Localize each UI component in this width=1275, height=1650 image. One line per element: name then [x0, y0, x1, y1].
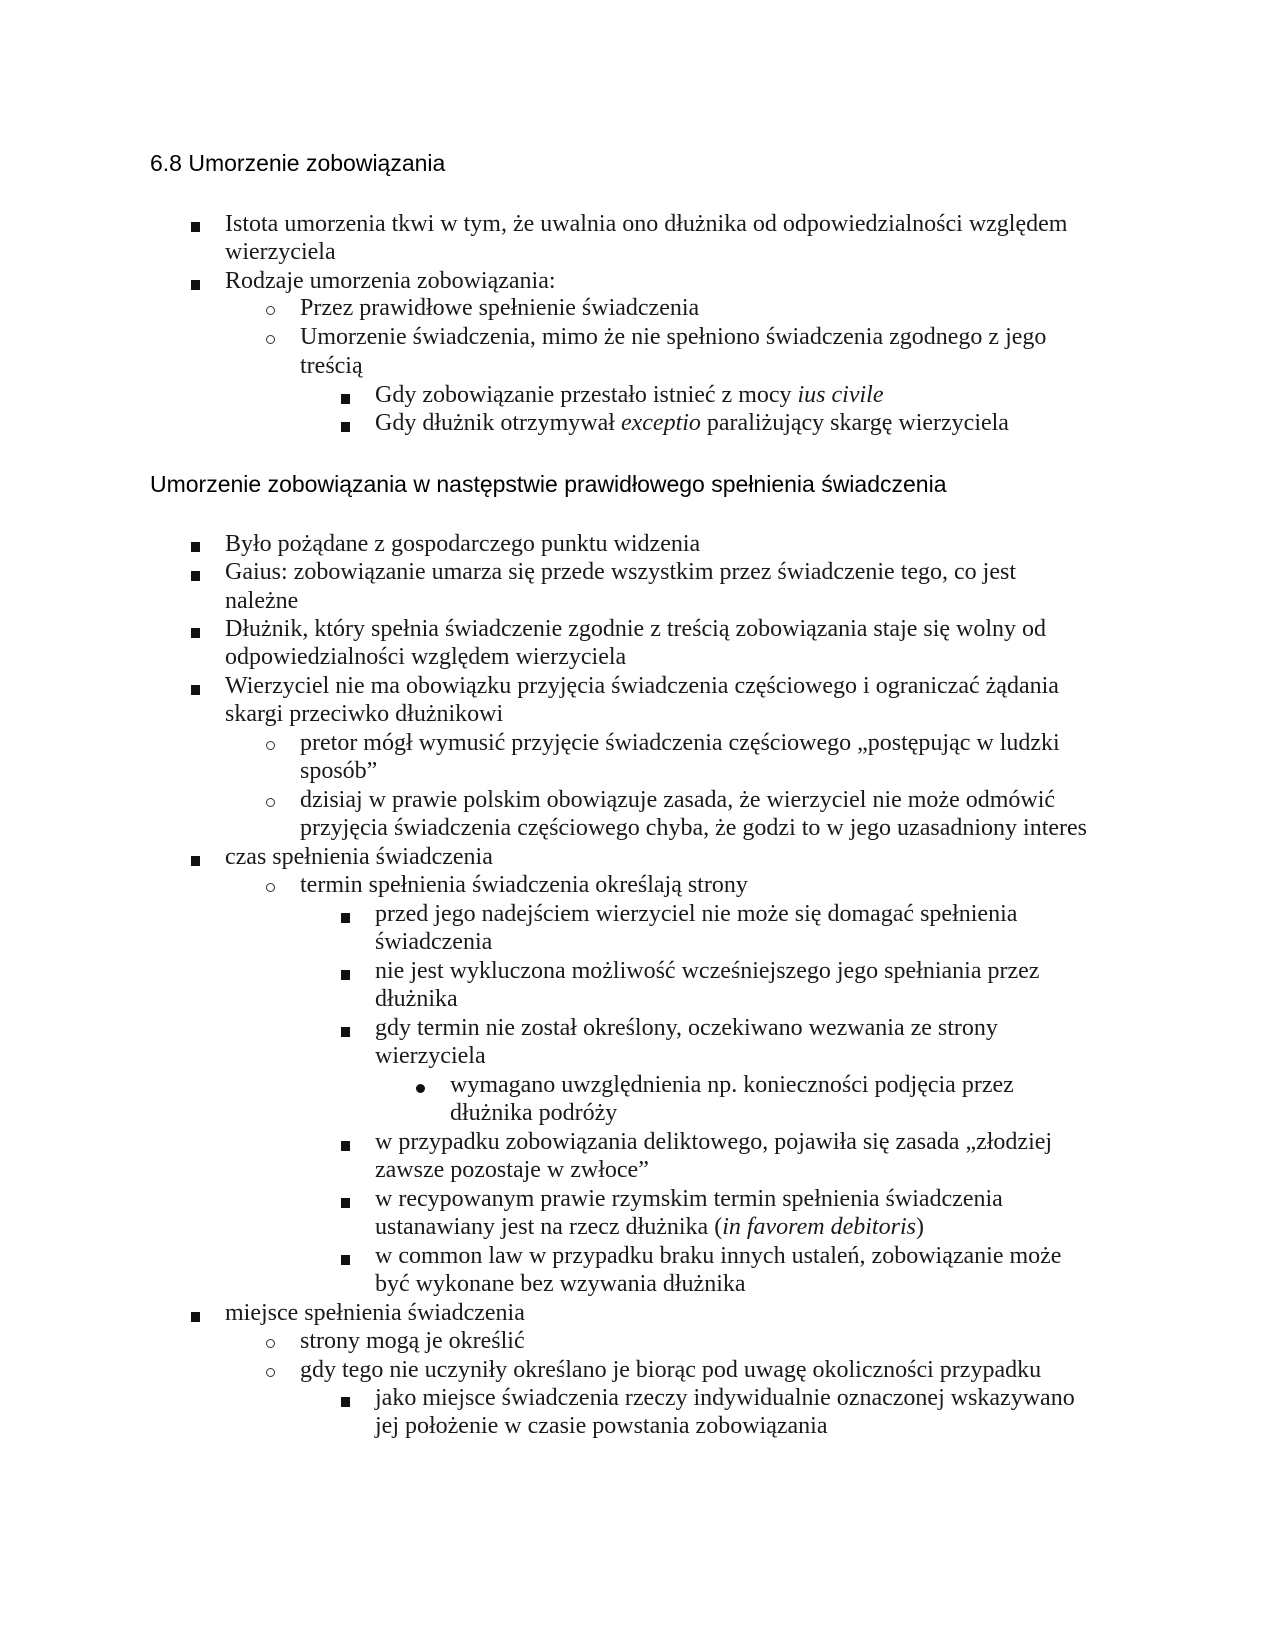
list-item-text: w przypadku zobowiązania deliktowego, pojawiła się zasada „złodziej	[375, 1129, 1053, 1155]
list-item-text: Dłużnik, który spełnia świadczenie zgodnie z treścią zobowiązania staje się wolny od	[225, 616, 1047, 642]
square-bullet-icon	[191, 1312, 200, 1322]
italic-term: exceptio	[620, 410, 701, 436]
list-item-text: być wykonane bez wzywania dłużnika	[375, 1271, 746, 1297]
list-item-text: gdy termin nie został określony, oczekiwano wezwania ze strony	[375, 1015, 998, 1041]
circle-bullet-icon	[266, 798, 275, 807]
list-item-text: należne	[225, 588, 299, 614]
square-bullet-icon	[191, 280, 200, 290]
square-bullet-icon	[191, 222, 200, 232]
list-item-text	[375, 409, 1009, 437]
list-item-text: jako miejsce świadczenia rzeczy indywidualnie oznaczonej wskazywano	[375, 1385, 1075, 1411]
square-bullet-icon	[341, 970, 350, 980]
list-item-text: pretor mógł wymusić przyjęcie świadczenia częściowego „postępując w ludzki	[300, 730, 1060, 756]
list-item-text: Istota umorzenia tkwi w tym, że uwalnia ono dłużnika od odpowiedzialności względem	[225, 211, 1068, 237]
square-bullet-icon	[341, 1255, 350, 1265]
list-item-text: strony mogą je określić	[300, 1328, 525, 1354]
dot-bullet-icon	[416, 1084, 425, 1093]
list-item-text: przyjęcia świadczenia częściowego chyba, że godzi to w jego uzasadniony interes	[300, 815, 1087, 841]
text: )	[915, 1214, 924, 1240]
square-bullet-icon	[341, 394, 350, 404]
list-item-text: dłużnika	[375, 986, 458, 1012]
circle-bullet-icon	[266, 883, 275, 892]
square-bullet-icon	[341, 1198, 350, 1208]
list-item-text: przed jego nadejściem wierzyciel nie może się domagać spełnienia	[375, 901, 1018, 927]
square-bullet-icon	[191, 685, 200, 695]
list-item-text: Przez prawidłowe spełnienie świadczenia	[300, 295, 700, 321]
section-heading-umorzenie: Umorzenie zobowiązania w następstwie prawidłowego spełnienia świadczenia	[150, 471, 947, 497]
list-item-text	[375, 1213, 924, 1241]
circle-bullet-icon	[266, 335, 275, 344]
square-bullet-icon	[191, 856, 200, 866]
list-item-text: dłużnika podróży	[450, 1100, 618, 1126]
list-item-text: miejsce spełnienia świadczenia	[225, 1300, 525, 1326]
italic-term: ius civile	[797, 382, 884, 408]
section-heading-6-8: 6.8 Umorzenie zobowiązania	[150, 150, 446, 176]
list-item-text: w recypowanym prawie rzymskim termin spełnienia świadczenia	[375, 1186, 1003, 1212]
list-item-text: gdy tego nie uczyniły określano je biorąc pod uwagę okoliczności przypadku	[300, 1357, 1042, 1383]
circle-bullet-icon	[266, 741, 275, 750]
square-bullet-icon	[191, 542, 200, 552]
list-item-text: Gaius: zobowiązanie umarza się przede wszystkim przez świadczenie tego, co jest	[225, 559, 1017, 585]
list-item-text: wierzyciela	[225, 239, 336, 265]
list-item-text: skargi przeciwko dłużnikowi	[225, 701, 504, 727]
list-item-text: treścią	[300, 353, 363, 379]
text: paraliżujący skargę wierzyciela	[700, 410, 1009, 436]
list-item-text: Rodzaje umorzenia zobowiązania:	[225, 268, 556, 294]
list-item-text: Było pożądane z gospodarczego punktu widzenia	[225, 531, 701, 557]
list-item-text: termin spełnienia świadczenia określają strony	[300, 872, 748, 898]
list-item-text: czas spełnienia świadczenia	[225, 844, 493, 870]
square-bullet-icon	[341, 1027, 350, 1037]
list-item-text: zawsze pozostaje w zwłoce”	[375, 1157, 649, 1183]
list-item-text: w common law w przypadku braku innych ustaleń, zobowiązanie może	[375, 1243, 1062, 1269]
text: Gdy zobowiązanie przestało istnieć z mocy	[375, 382, 798, 408]
text: Gdy dłużnik otrzymywał	[375, 410, 621, 436]
list-item-text: sposób”	[300, 758, 378, 784]
list-item-text: wymagano uwzględnienia np. konieczności podjęcia przez	[450, 1072, 1014, 1098]
square-bullet-icon	[341, 422, 350, 432]
list-item-text: odpowiedzialności względem wierzyciela	[225, 644, 627, 670]
list-item-text: Wierzyciel nie ma obowiązku przyjęcia świadczenia częściowego i ograniczać żądania	[225, 673, 1059, 699]
square-bullet-icon	[341, 1141, 350, 1151]
circle-bullet-icon	[266, 1368, 275, 1377]
square-bullet-icon	[341, 913, 350, 923]
list-item-text: wierzyciela	[375, 1043, 486, 1069]
circle-bullet-icon	[266, 1339, 275, 1348]
list-item-text: dzisiaj w prawie polskim obowiązuje zasada, że wierzyciel nie może odmówić	[300, 787, 1056, 813]
square-bullet-icon	[341, 1397, 350, 1407]
text: ustanawiany jest na rzecz dłużnika (	[375, 1214, 723, 1240]
list-item-text	[375, 381, 883, 409]
list-item-text: jej położenie w czasie powstania zobowiązania	[375, 1413, 828, 1439]
italic-term: in favorem debitoris	[722, 1214, 916, 1240]
list-item-text: nie jest wykluczona możliwość wcześniejszego jego spełniania przez	[375, 958, 1040, 984]
square-bullet-icon	[191, 571, 200, 581]
circle-bullet-icon	[266, 306, 275, 315]
list-item-text: świadczenia	[375, 929, 493, 955]
square-bullet-icon	[191, 628, 200, 638]
list-item-text: Umorzenie świadczenia, mimo że nie spełniono świadczenia zgodnego z jego	[300, 324, 1047, 350]
